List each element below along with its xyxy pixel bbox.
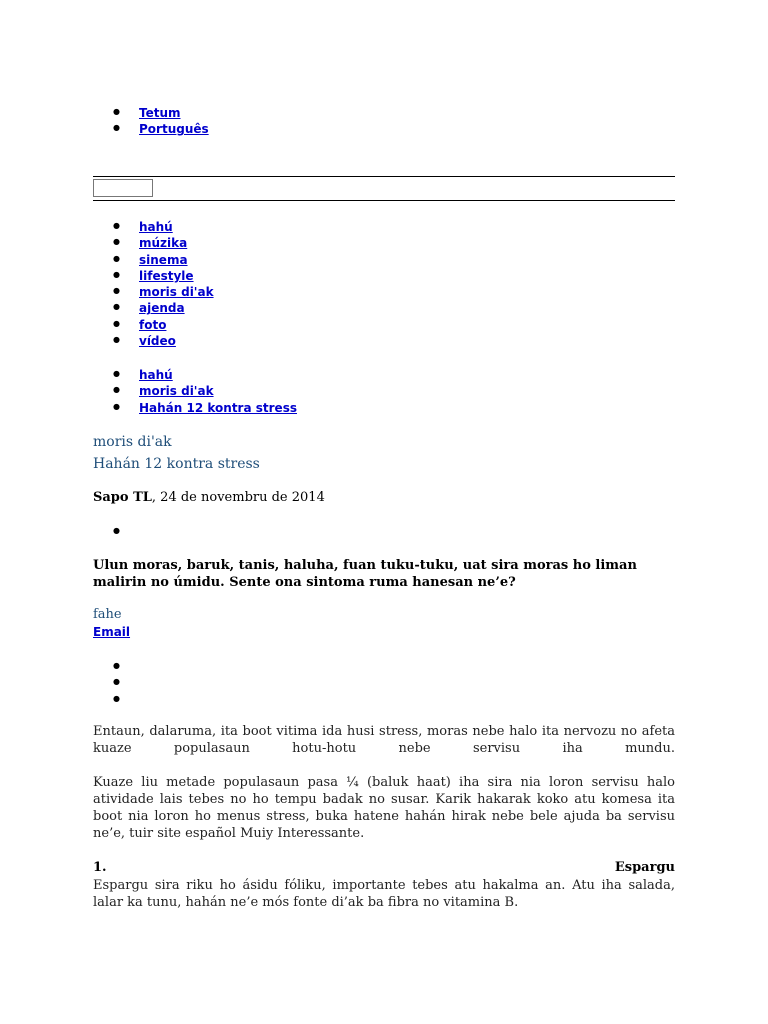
nav-item (113, 218, 214, 234)
language-link-tetum[interactable]: Tetum (139, 106, 181, 120)
breadcrumb-item (113, 399, 297, 415)
share-label: fahe (93, 607, 122, 622)
language-item (113, 120, 209, 136)
nav-item (113, 267, 214, 283)
main-nav (113, 218, 214, 348)
search-input[interactable] (93, 179, 153, 197)
nav-link-hahu[interactable]: hahú (139, 220, 173, 234)
byline (93, 490, 325, 505)
nav-link-foto[interactable]: foto (139, 317, 167, 332)
nav-item (113, 251, 214, 267)
share-options-list (113, 658, 139, 707)
language-link-portugues[interactable]: Português (139, 122, 209, 137)
breadcrumb-link-moris-diak[interactable]: moris di'ak (139, 384, 214, 399)
nav-link-ajenda[interactable]: ajenda (139, 301, 185, 316)
nav-link-moris-diak[interactable]: moris di'ak (139, 285, 214, 300)
list-item[interactable] (113, 691, 139, 707)
share-email-link[interactable]: Email (93, 625, 131, 639)
item-number: 1. (93, 860, 107, 875)
list-item (113, 523, 139, 539)
byline-date: , 24 de novembru de 2014 (151, 490, 325, 505)
nav-link-video[interactable]: vídeo (139, 334, 176, 349)
item-text: Espargu sira riku ho ásidu fóliku, importante tebes atu hakalma an. Atu iha salada, lalar ka tunu, hahán ne’e mós fonte di’ak ba fibra no vitamina B. (93, 878, 675, 910)
nav-link-muzika[interactable]: múzika (139, 236, 188, 251)
nav-link-sinema[interactable]: sinema (139, 252, 188, 267)
item-heading (93, 860, 675, 875)
nav-item (113, 316, 214, 332)
nav-item (113, 283, 214, 299)
divider-bottom (93, 200, 675, 201)
section-label: moris di'ak (93, 434, 172, 450)
list-item[interactable] (113, 674, 139, 690)
nav-item (113, 234, 214, 250)
breadcrumb-link-hahu[interactable]: hahú (139, 368, 173, 382)
breadcrumb-item (113, 382, 297, 398)
item-title: Espargu (614, 860, 675, 875)
article-lead: Ulun moras, baruk, tanis, haluha, fuan tuku-tuku, uat sira moras ho liman malirin no úmidu. Sente ona sintoma ruma hanesan ne’e? (93, 558, 637, 590)
byline-source: Sapo TL (93, 490, 152, 505)
article-title: Hahán 12 kontra stress (93, 456, 260, 472)
breadcrumb (113, 366, 297, 415)
breadcrumb-item (113, 366, 297, 382)
divider-top (93, 176, 675, 177)
breadcrumb-link-article[interactable]: Hahán 12 kontra stress (139, 400, 297, 415)
nav-link-lifestyle[interactable]: lifestyle (139, 268, 194, 283)
language-item (113, 104, 209, 120)
paragraph-1: Entaun, dalaruma, ita boot vitima ida husi stress, moras nebe halo ita nervozu no afeta kuaze populasaun hotu-hotu nebe servisu iha mundu. (93, 724, 675, 756)
paragraph-2: Kuaze liu metade populasaun pasa ¼ (baluk haat) iha sira nia loron servisu halo atividade lais tebes no ho tempu badak no susar. Karik hakarak koko atu komesa ita boot nia loron ho menus stress, buka hatene hahán hirak nebe bele ajuda ba servisu ne’e, tuir site español Muiy Interessante. (93, 775, 675, 841)
nav-item (113, 332, 214, 348)
list-item[interactable] (113, 658, 139, 674)
language-list (113, 104, 209, 137)
empty-list (113, 523, 139, 539)
nav-item (113, 299, 214, 315)
